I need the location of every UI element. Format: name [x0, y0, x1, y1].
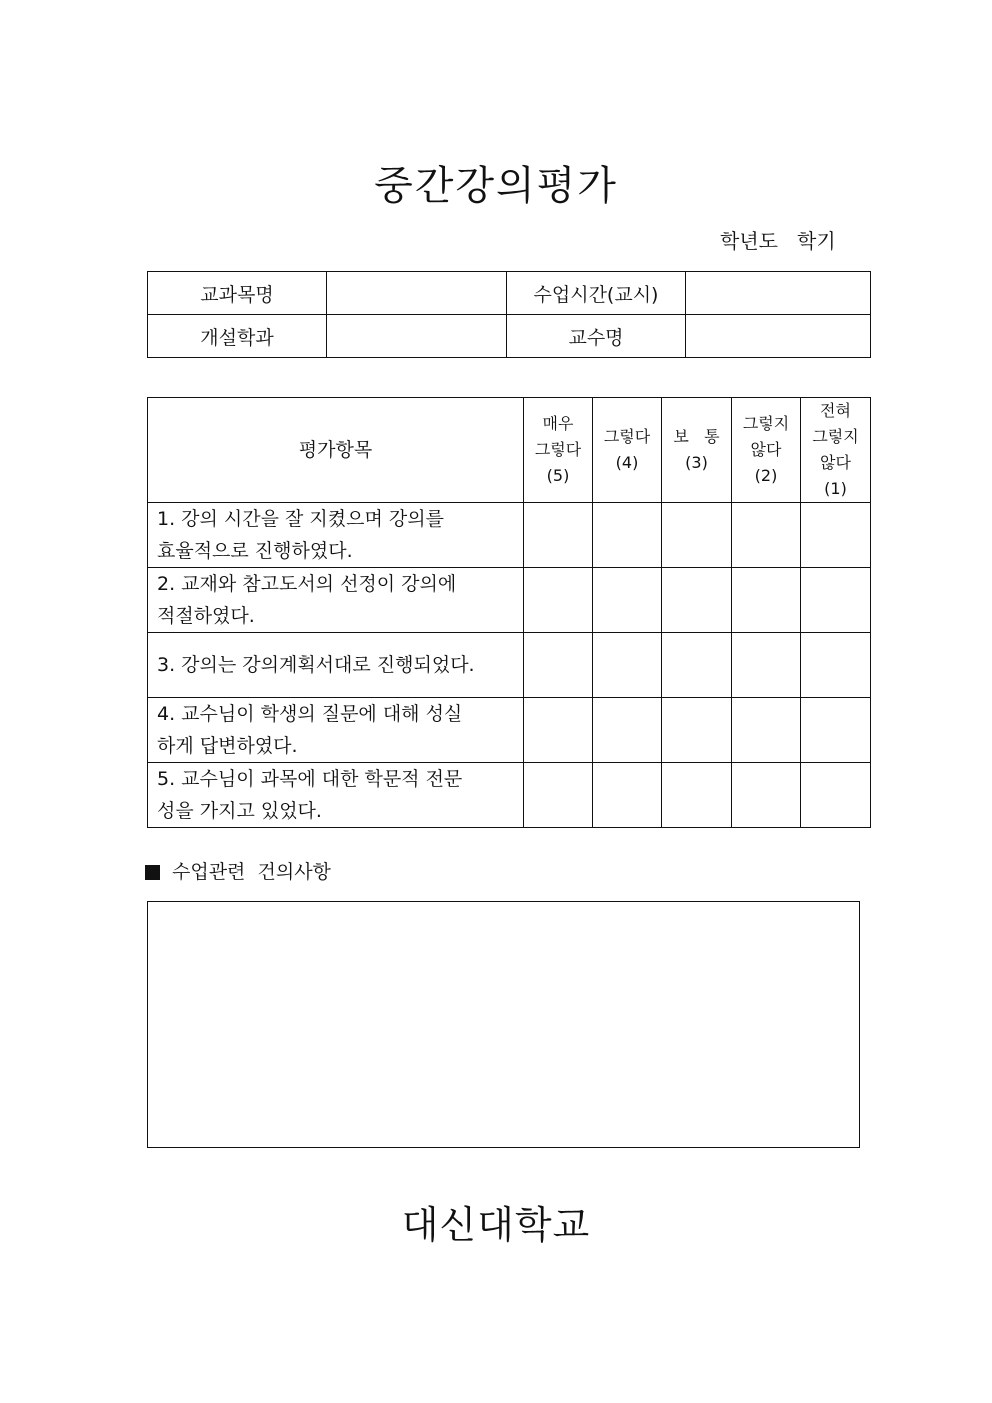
rating-cell-1[interactable] — [801, 763, 871, 828]
rating-cell-5[interactable] — [524, 568, 593, 633]
scale-header-text: 그렇다 — [534, 440, 582, 459]
scale-header-text: 전혀 — [820, 401, 851, 420]
course-name-field[interactable] — [327, 272, 507, 315]
question-line: 성을 가지고 있었다. — [157, 800, 322, 822]
scale-header-text: 그렇다 — [603, 427, 651, 446]
scale-header-text: 그렇지 — [742, 414, 790, 433]
evaluation-item-header: 평가항목 — [148, 398, 524, 503]
scale-header-1 — [801, 398, 871, 503]
rating-cell-3[interactable] — [662, 763, 732, 828]
evaluation-question-row — [148, 698, 871, 763]
course-info-table — [147, 271, 871, 358]
question-text — [148, 698, 524, 763]
scale-header-5 — [524, 398, 593, 503]
department-field[interactable] — [327, 315, 507, 358]
rating-cell-1[interactable] — [801, 698, 871, 763]
professor-label: 교수명 — [507, 315, 686, 358]
rating-cell-1[interactable] — [801, 568, 871, 633]
scale-header-4 — [593, 398, 662, 503]
rating-cell-3[interactable] — [662, 568, 732, 633]
scale-header-text: (2) — [754, 466, 778, 485]
question-text — [148, 763, 524, 828]
rating-cell-1[interactable] — [801, 503, 871, 568]
course-info-row — [148, 315, 871, 358]
rating-cell-2[interactable] — [732, 568, 801, 633]
academic-term-label: 학년도 학기 — [720, 229, 836, 253]
question-text — [148, 503, 524, 568]
scale-header-text: (1) — [824, 479, 847, 498]
rating-cell-4[interactable] — [593, 763, 662, 828]
scale-header-text: (5) — [546, 466, 570, 485]
rating-cell-2[interactable] — [732, 763, 801, 828]
document-title: 중간강의평가 — [374, 163, 618, 209]
rating-cell-3[interactable] — [662, 633, 732, 698]
question-line: 4. 교수님이 학생의 질문에 대해 성실 — [157, 703, 463, 725]
question-line: 2. 교재와 참고도서의 선정이 강의에 — [157, 573, 457, 595]
class-time-label: 수업시간(교시) — [507, 272, 686, 315]
evaluation-header-row — [148, 398, 871, 503]
evaluation-question-row — [148, 633, 871, 698]
rating-cell-5[interactable] — [524, 698, 593, 763]
question-text — [148, 633, 524, 698]
evaluation-table — [147, 397, 871, 828]
rating-cell-4[interactable] — [593, 633, 662, 698]
scale-header-2 — [732, 398, 801, 503]
university-name: 대신대학교 — [401, 1203, 591, 1247]
department-label: 개설학과 — [148, 315, 327, 358]
rating-cell-1[interactable] — [801, 633, 871, 698]
scale-header-text: 않다 — [820, 453, 851, 472]
scale-header-text: 않다 — [750, 440, 782, 459]
question-line: 효율적으로 진행하였다. — [157, 540, 353, 562]
question-line: 하게 답변하였다. — [157, 735, 298, 757]
suggestions-label: 수업관련 건의사항 — [172, 861, 331, 883]
scale-header-text: 그렇지 — [812, 427, 859, 446]
rating-cell-2[interactable] — [732, 633, 801, 698]
rating-cell-4[interactable] — [593, 568, 662, 633]
course-info-row — [148, 272, 871, 315]
suggestions-heading — [145, 858, 331, 886]
scale-header-text: (3) — [685, 453, 708, 472]
rating-cell-5[interactable] — [524, 633, 593, 698]
scale-header-text: 매우 — [542, 414, 574, 433]
rating-cell-3[interactable] — [662, 698, 732, 763]
rating-cell-2[interactable] — [732, 698, 801, 763]
rating-cell-5[interactable] — [524, 503, 593, 568]
professor-field[interactable] — [686, 315, 871, 358]
question-line: 5. 교수님이 과목에 대한 학문적 전문 — [157, 768, 463, 790]
course-name-label: 교과목명 — [148, 272, 327, 315]
rating-cell-3[interactable] — [662, 503, 732, 568]
question-line: 1. 강의 시간을 잘 지켰으며 강의를 — [157, 508, 444, 530]
scale-header-text: (4) — [615, 453, 639, 472]
evaluation-question-row — [148, 503, 871, 568]
question-line: 적절하였다. — [157, 605, 255, 627]
black-square-icon — [145, 865, 160, 880]
rating-cell-2[interactable] — [732, 503, 801, 568]
class-time-field[interactable] — [686, 272, 871, 315]
scale-header-3 — [662, 398, 732, 503]
question-text — [148, 568, 524, 633]
suggestions-text-area[interactable] — [147, 901, 860, 1148]
question-line: 3. 강의는 강의계획서대로 진행되었다. — [157, 654, 475, 676]
rating-cell-5[interactable] — [524, 763, 593, 828]
evaluation-question-row — [148, 568, 871, 633]
scale-header-text: 보 통 — [673, 427, 720, 446]
rating-cell-4[interactable] — [593, 698, 662, 763]
evaluation-question-row — [148, 763, 871, 828]
rating-cell-4[interactable] — [593, 503, 662, 568]
